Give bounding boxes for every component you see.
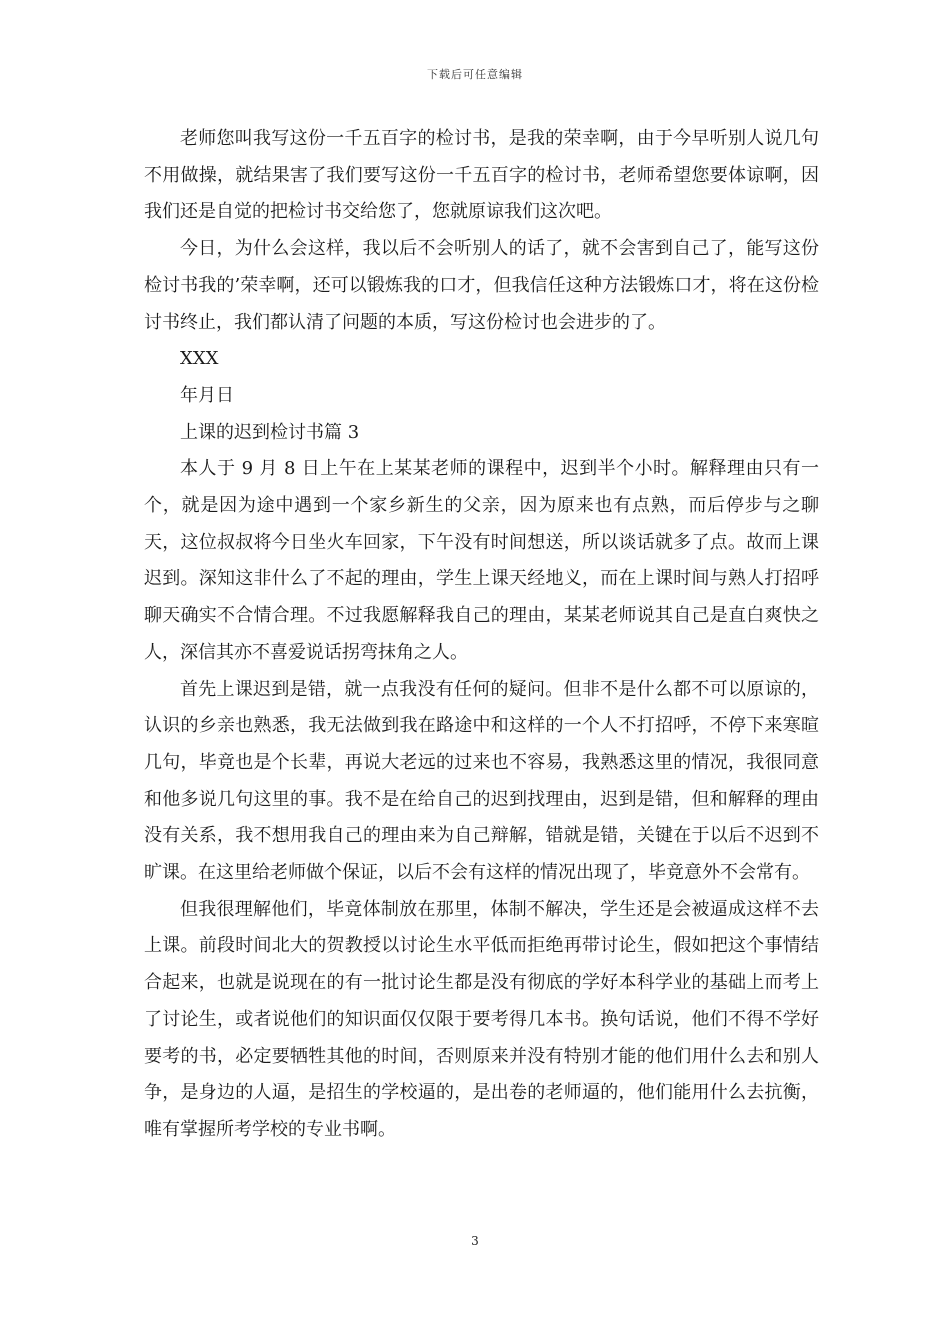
document-body: [144, 121, 819, 1149]
paragraph-system-critique: 但我很理解他们，毕竟体制放在那里，体制不解决，学生还是会被逼成这样不去上课。前段时间北大的贺教授以讨论生水平低而拒绝再带讨论生，假如把这个事情结合起来，也就是说现在的有一批讨论生都是没有彻底的学好本科学业的基础上而考上了讨论生，或者说他们的知识面仅仅限于要考得几本书。换句话说，他们不得不学好要考的书，必定要牺牲其他的时间，否则原来并没有特别才能的他们用什么去和别人争，是身边的人逼，是招生的学校逼的，是出卷的老师逼的，他们能用什么去抗衡，唯有掌握所考学校的专业书啊。: [144, 898, 819, 1140]
paragraph-reflection: 今日，为什么会这样，我以后不会听别人的话了，就不会害到自己了，能写这份检讨书我的’荣幸啊，还可以锻炼我的口才，但我信任这种方法锻炼口才，将在这份检讨书终止，我们都认清了问题的本质，写这份检讨也会进步的了。: [144, 238, 819, 333]
signature-date: 年月日: [180, 384, 234, 406]
page-header: 下载后可任意编辑: [427, 68, 523, 81]
signature-name: XXX: [180, 348, 219, 370]
paragraph-late-explanation: 本人于 9 月 8 日上午在上某某老师的课程中，迟到半个小时。解释理由只有一个，就是因为途中遇到一个家乡新生的父亲，因为原来也有点熟，而后停步与之聊天，这位叔叔将今日坐火车回家，下午没有时间想送，所以谈话就多了点。故而上课迟到。深知这非什么了不起的理由，学生上课天经地义，而在上课时间与熟人打招呼聊天确实不合情合理。不过我愿解释我自己的理由，某某老师说其自己是直白爽快之人，深信其亦不喜爱说话拐弯抹角之人。: [144, 458, 819, 663]
paragraph-admission: 首先上课迟到是错，就一点我没有任何的疑问。但非不是什么都不可以原谅的，认识的乡亲也熟悉，我无法做到我在路途中和这样的一个人不打招呼，不停下来寒暄几句，毕竟也是个长辈，再说大老远的过来也不容易，我熟悉这里的情况，我很同意和他多说几句这里的事。我不是在给自己的迟到找理由，迟到是错，但和解释的理由没有关系，我不想用我自己的理由来为自己辩解，错就是错，关键在于以后不迟到不旷课。在这里给老师做个保证，以后不会有这样的情况出现了，毕竟意外不会常有。: [144, 678, 819, 884]
paragraph-apology-intro: 老师您叫我写这份一千五百字的检讨书，是我的荣幸啊，由于今早听别人说几句不用做操，就结果害了我们要写这份一千五百字的检讨书，老师希望您要体谅啊，因我们还是自觉的把检讨书交给您了，您就原谅我们这次吧。: [144, 128, 819, 223]
section-title: 上课的迟到检讨书篇 3: [180, 421, 360, 443]
page-number: 3: [471, 1234, 479, 1248]
